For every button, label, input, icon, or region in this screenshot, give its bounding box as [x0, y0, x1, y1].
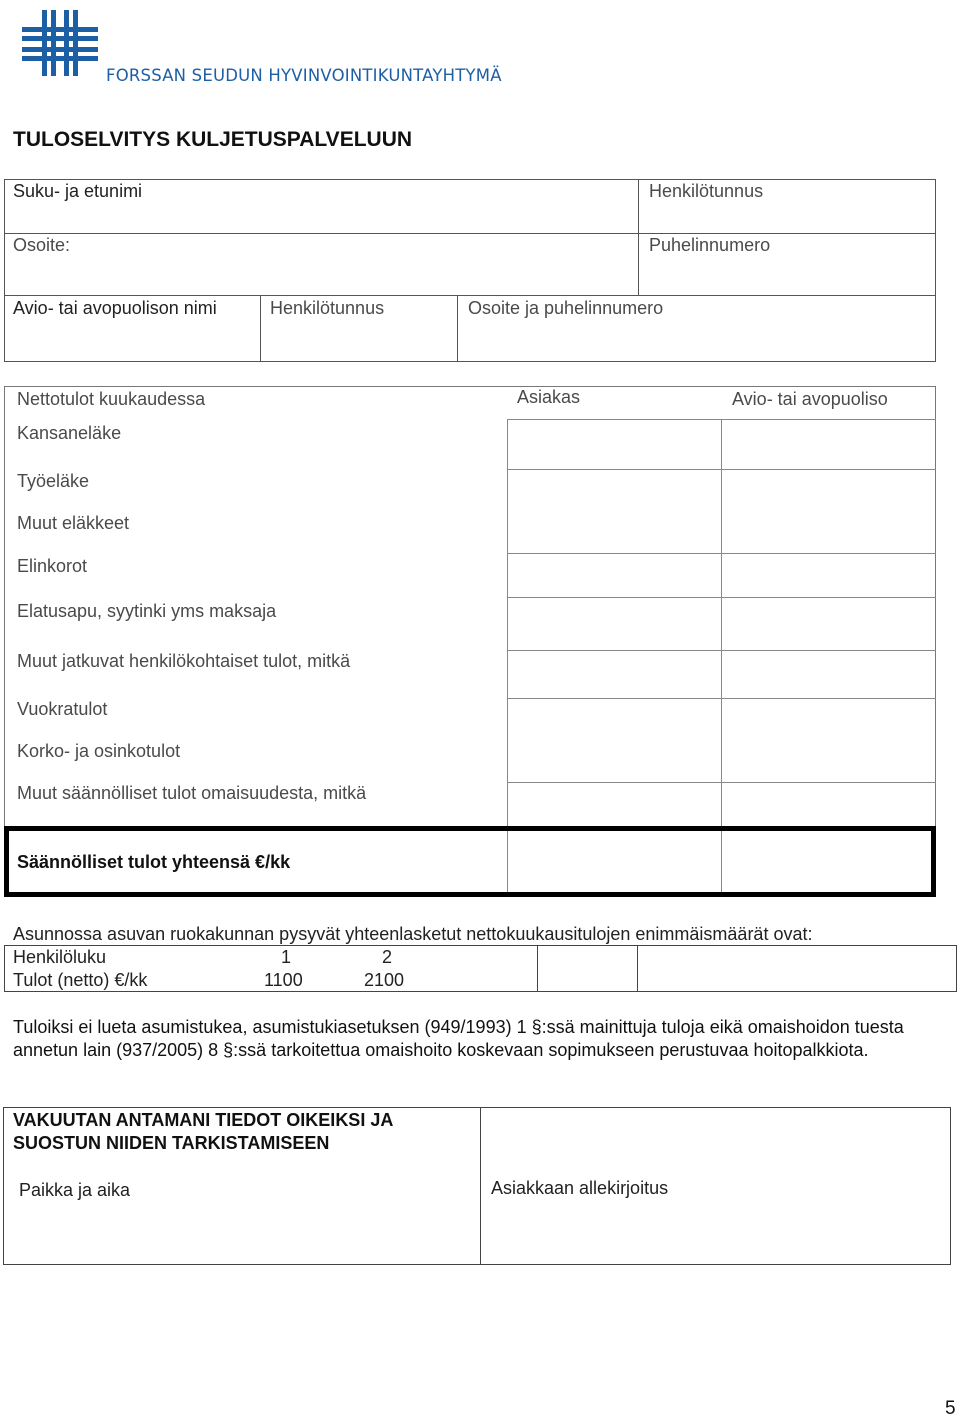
income-header-label: Nettotulot kuukaudessa [17, 389, 206, 409]
declaration-line-2: SUOSTUN NIIDEN TARKISTAMISEEN [13, 1133, 330, 1153]
income-header-spouse: Avio- tai avopuoliso [732, 389, 888, 409]
income-row-label: Työeläke [17, 471, 90, 491]
signature-field[interactable]: Asiakkaan allekirjoitus [491, 1178, 669, 1198]
income-header-client: Asiakas [517, 387, 581, 407]
client-total-cell[interactable] [508, 831, 720, 892]
form-title: TULOSELVITYS KULJETUSPALVELUUN [13, 128, 413, 151]
total-income-label: Säännölliset tulot yhteensä €/kk [17, 852, 291, 872]
persons-2: 2 [382, 947, 393, 967]
income-row-label: Elinkorot [17, 556, 88, 576]
declaration-line-1: VAKUUTAN ANTAMANI TIEDOT OIKEIKSI JA [13, 1110, 394, 1130]
client-income-cell[interactable] [508, 420, 720, 469]
income-row-label: Korko- ja osinkotulot [17, 741, 181, 761]
amount-1: 1100 [264, 970, 303, 990]
income-row-label: Elatusapu, syytinki yms maksaja [17, 601, 277, 621]
address-field[interactable]: Osoite: [13, 235, 71, 255]
page-number: 5 [945, 1398, 956, 1419]
income-row-label: Muut jatkuvat henkilökohtaiset tulot, mitkä [17, 651, 351, 671]
spouse-ssn-field[interactable]: Henkilötunnus [270, 298, 385, 318]
income-row-label: Muut eläkkeet [17, 513, 130, 533]
spouse-name-field[interactable]: Avio- tai avopuolison nimi [13, 298, 217, 318]
personal-info-table [4, 179, 936, 362]
persons-1: 1 [281, 947, 292, 967]
ssn-field[interactable]: Henkilötunnus [649, 181, 764, 201]
phone-field[interactable]: Puhelinnumero [649, 235, 771, 255]
spouse-total-cell[interactable] [722, 831, 931, 892]
income-row-label: Muut säännölliset tulot omaisuudesta, mitkä [17, 783, 367, 803]
cross-emblem-icon [22, 10, 98, 76]
name-field[interactable]: Suku- ja etunimi [13, 181, 143, 201]
income-limit-label: Tulot (netto) €/kk [13, 970, 148, 990]
org-name: FORSSAN SEUDUN HYVINVOINTIKUNTAYHTYMÄ [106, 66, 502, 85]
limits-intro: Asunnossa asuvan ruokakunnan pysyvät yhteenlasketut nettokuukausitulojen enimmäismäärät ovat: [13, 924, 813, 944]
income-exclusion-note: Tuloiksi ei lueta asumistukea, asumistukiasetuksen (949/1993) 1 §:ssä mainittuja tuloja eikä omaishoidon tuesta annetun lain (937/2005) 8 §:ssä tarkoitettua omaishoito koskevaan sopimukseen perustuvaa hoitopalkkiota. [13, 1017, 904, 1060]
spouse-contact-field[interactable]: Osoite ja puhelinnumero [468, 298, 664, 318]
spouse-income-cell[interactable] [722, 420, 935, 469]
income-row-label: Kansaneläke [17, 423, 122, 443]
place-date-field[interactable]: Paikka ja aika [19, 1180, 131, 1200]
logo [22, 10, 98, 76]
amount-2: 2100 [364, 970, 405, 990]
household-label: Henkilöluku [13, 947, 107, 967]
income-row-label: Vuokratulot [17, 699, 108, 719]
